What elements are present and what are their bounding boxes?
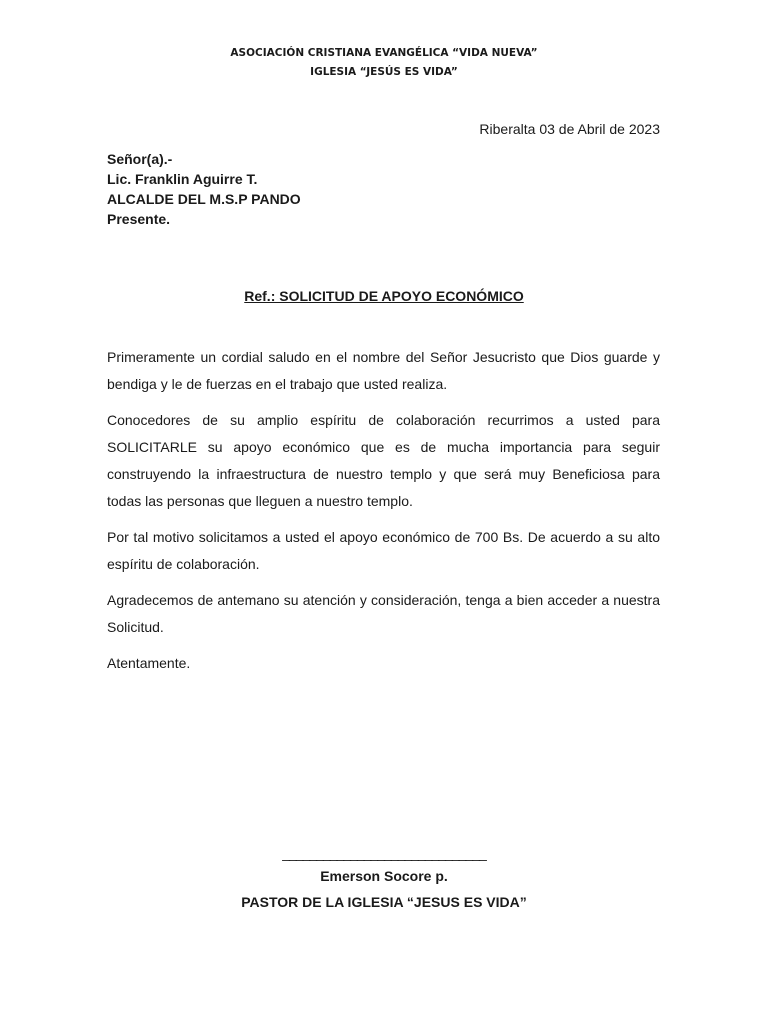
paragraph-thanks: Agradecemos de antemano su atención y consideración, tenga a bien acceder a nuestra Solicitud. [107, 592, 660, 635]
recipient-salutation: Señor(a).- [107, 151, 173, 167]
letterhead-association: ASOCIACIÓN CRISTIANA EVANGÉLICA “VIDA NUEVA” [230, 47, 538, 59]
paragraph-request: Conocedores de su amplio espíritu de colaboración recurrimos a usted para SOLICITARLE su apoyo económico que es de mucha importancia para seguir construyendo la infraestructura de nuestro templo y que será muy Beneficiosa para todas las personas que lleguen a nuestro templo. [107, 412, 660, 509]
paragraph-amount: Por tal motivo solicitamos a usted el apoyo económico de 700 Bs. De acuerdo a su alto espíritu de colaboración. [107, 529, 660, 572]
letter-date: Riberalta 03 de Abril de 2023 [479, 121, 660, 137]
reference-line: Ref.: SOLICITUD DE APOYO ECONÓMICO [244, 288, 524, 304]
letterhead [0, 44, 768, 82]
paragraph-greeting: Primeramente un cordial saludo en el nombre del Señor Jesucristo que Dios guarde y bendiga y le de fuerzas en el trabajo que usted realiza. [107, 349, 660, 392]
signer-title: PASTOR DE LA IGLESIA “JESUS ES VIDA” [241, 894, 527, 910]
recipient-name: Lic. Franklin Aguirre T. [107, 171, 258, 187]
letterhead-church: IGLESIA “JESÚS ES VIDA” [310, 66, 458, 78]
letter-body [107, 344, 660, 686]
signer-name: Emerson Socore p. [320, 868, 448, 884]
recipient-block [107, 149, 301, 229]
paragraph-closing: Atentamente. [107, 655, 191, 671]
recipient-presente: Presente. [107, 211, 171, 227]
signature-line: ______________________________ [282, 845, 486, 861]
recipient-position: ALCALDE DEL M.S.P PANDO [107, 191, 301, 207]
